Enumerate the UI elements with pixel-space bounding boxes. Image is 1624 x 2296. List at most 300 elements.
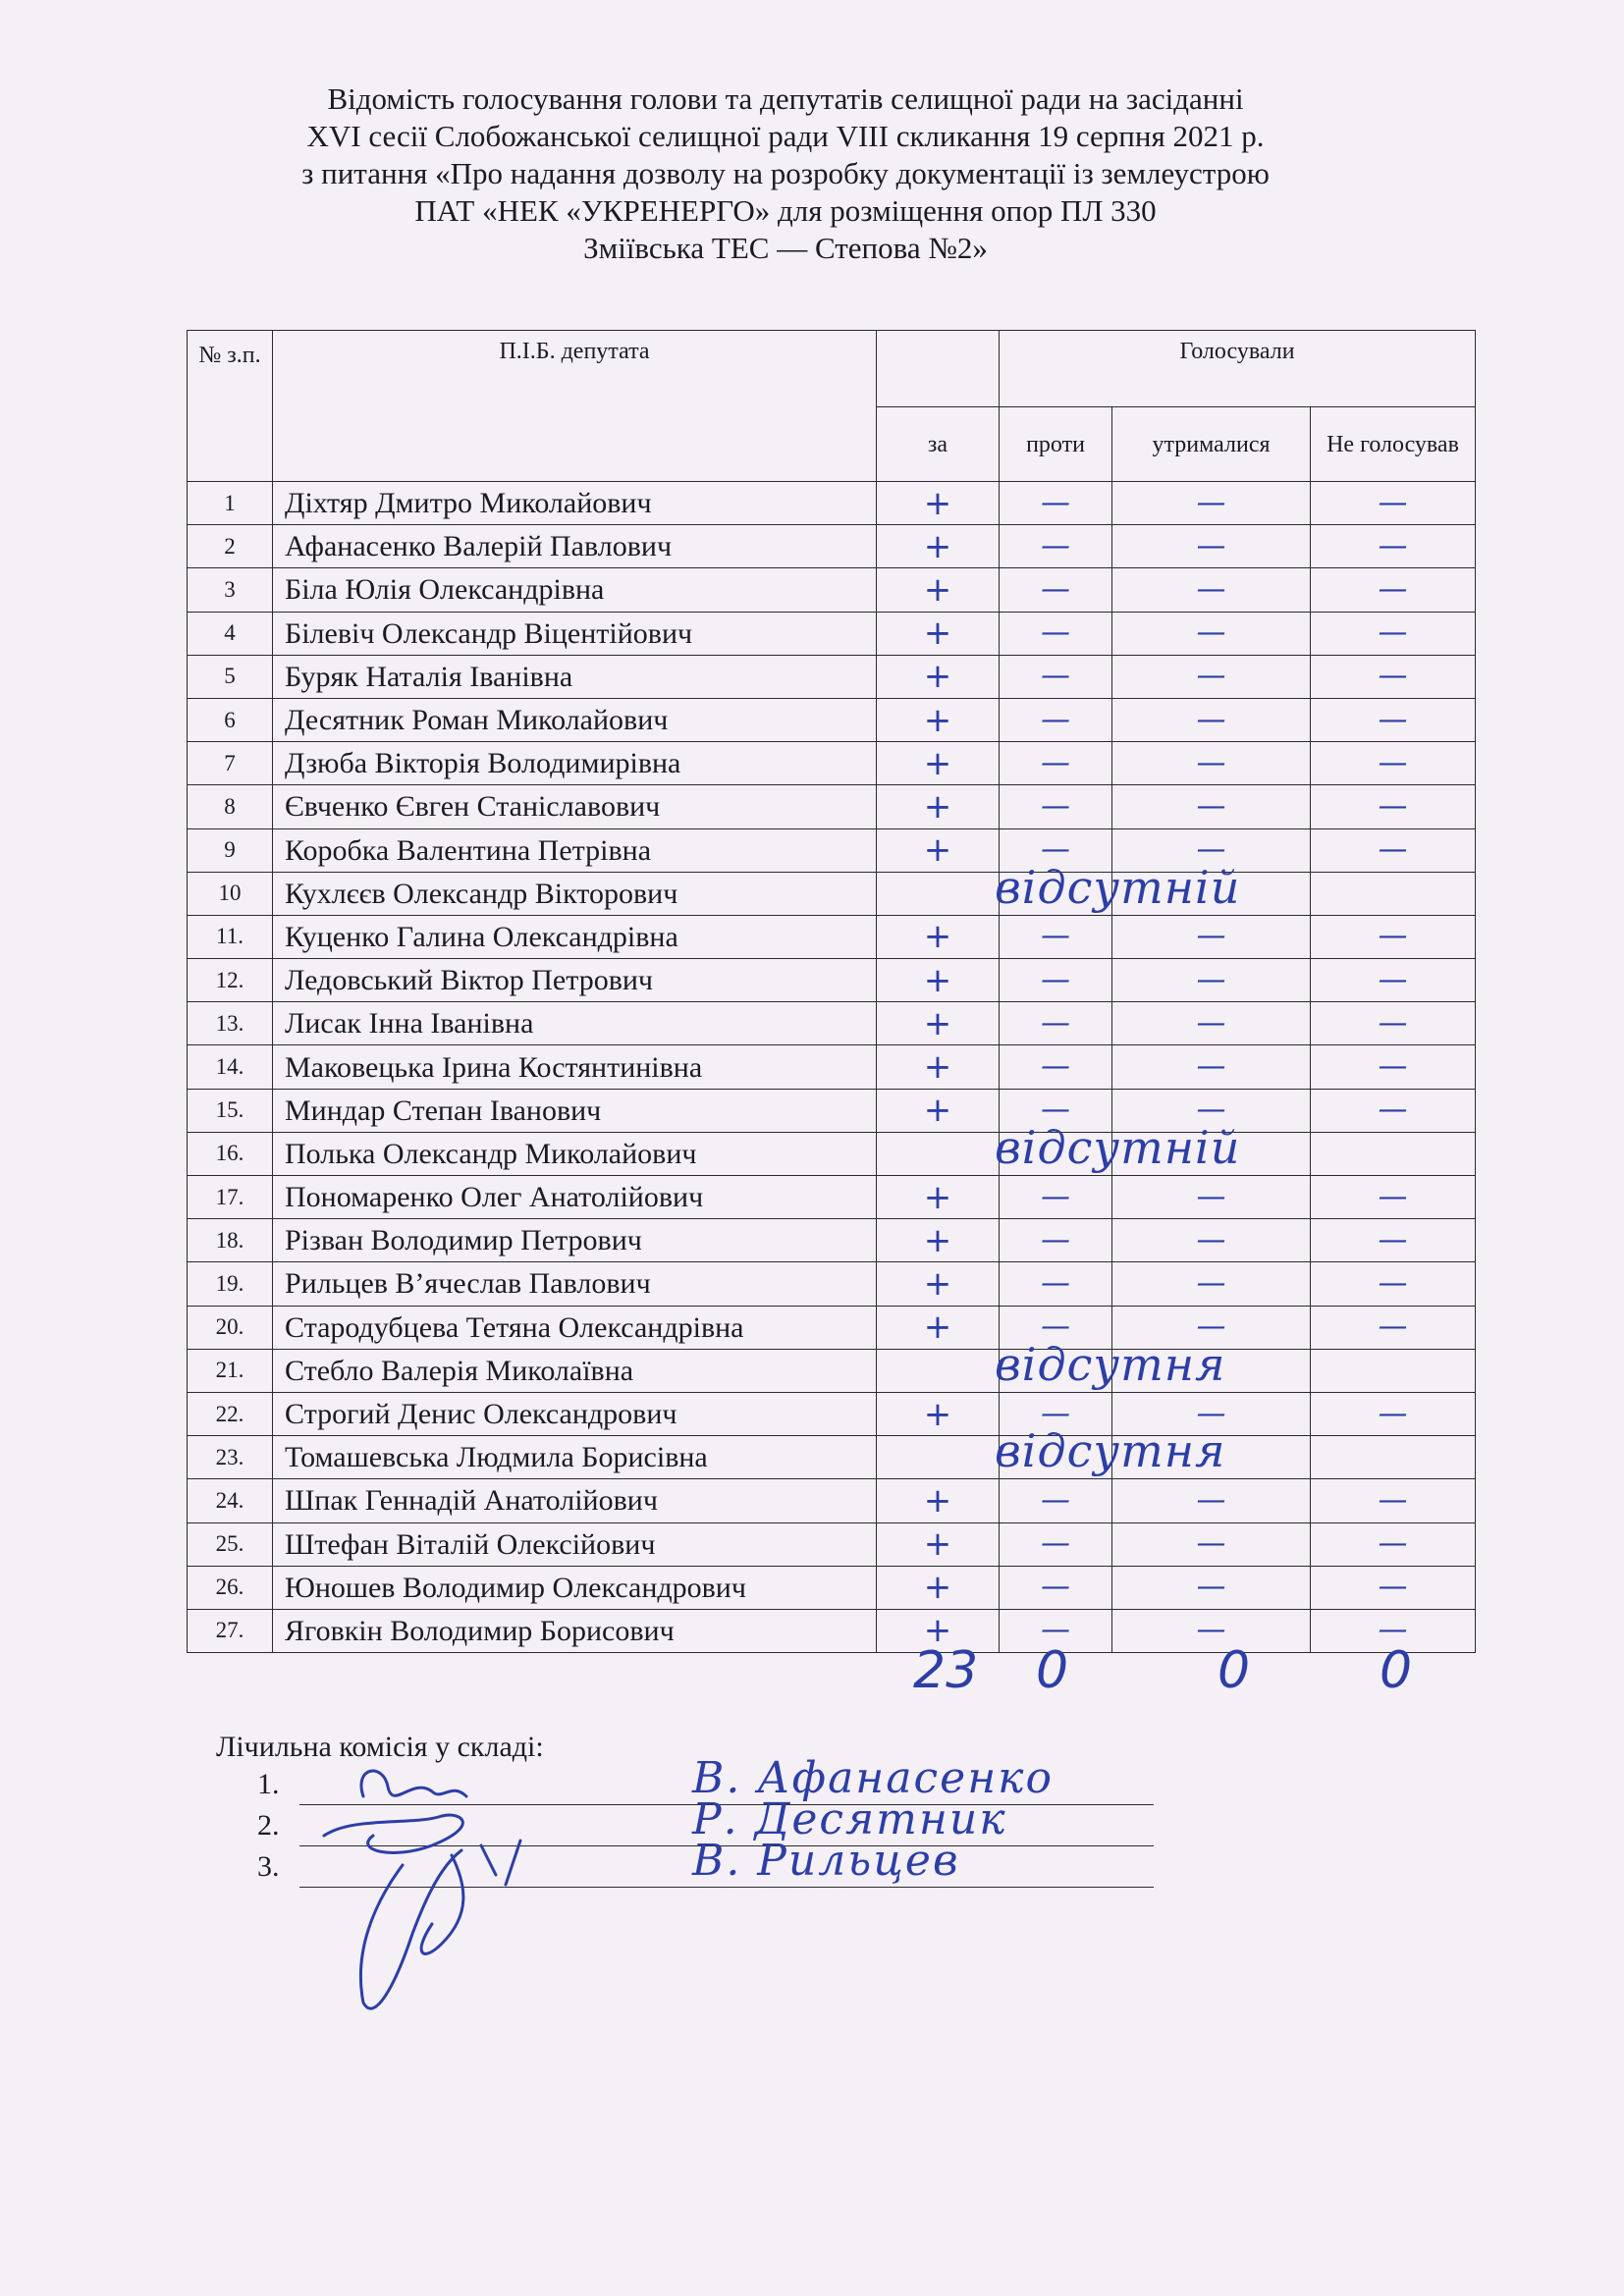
vote-dash-mark: — bbox=[1378, 919, 1408, 954]
deputy-name: Юношев Володимир Олександрович bbox=[273, 1566, 877, 1609]
absent-cell bbox=[877, 1337, 1226, 1392]
vote-ne-holosuvav-cell bbox=[1311, 482, 1476, 525]
vote-dash-mark: — bbox=[1378, 615, 1408, 651]
vote-ne-holosuvav-cell bbox=[1311, 742, 1476, 785]
vote-dash-mark: — bbox=[1196, 1570, 1226, 1605]
commission-member-3: В. Рильцев bbox=[692, 1836, 960, 1886]
table-row bbox=[188, 915, 1476, 958]
vote-ne-holosuvav-cell bbox=[1311, 1392, 1476, 1435]
vote-proty-cell bbox=[1000, 1262, 1112, 1306]
vote-dash-mark: — bbox=[1378, 1309, 1408, 1345]
vote-za-cell bbox=[877, 1262, 1000, 1306]
deputy-name: Стародубцева Тетяна Олександрівна bbox=[273, 1306, 877, 1349]
vote-ne-holosuvav-cell bbox=[1311, 1002, 1476, 1045]
row-number: 8 bbox=[188, 785, 273, 828]
vote-dash-mark: — bbox=[1378, 1049, 1408, 1085]
row-number: 26. bbox=[188, 1566, 273, 1609]
deputy-name: Афанасенко Валерій Павлович bbox=[273, 525, 877, 568]
vote-proty-cell bbox=[1000, 612, 1112, 655]
deputy-name: Томашевська Людмила Борисівна bbox=[273, 1436, 877, 1479]
vote-ne-holosuvav-cell bbox=[1311, 1566, 1476, 1609]
absent-note: відсутня bbox=[995, 1337, 1226, 1391]
table-row bbox=[188, 1349, 1476, 1392]
deputy-name: Рильцев В’ячеслав Павлович bbox=[273, 1262, 877, 1306]
table-row bbox=[188, 1002, 1476, 1045]
vote-dash-mark: — bbox=[1041, 1570, 1070, 1605]
vote-dash-mark: — bbox=[1378, 702, 1408, 737]
vote-za-cell bbox=[877, 1522, 1000, 1566]
header-voted: Голосували bbox=[1000, 331, 1476, 407]
vote-dash-mark: — bbox=[1196, 659, 1226, 694]
table-row bbox=[188, 1089, 1476, 1132]
vote-dash-mark: — bbox=[1041, 571, 1070, 607]
commission-num-1: 1. bbox=[257, 1768, 280, 1800]
row-number: 15. bbox=[188, 1089, 273, 1132]
vote-ne-holosuvav-cell bbox=[1311, 1522, 1476, 1566]
header-utrymalysia: утрималися bbox=[1112, 407, 1311, 482]
table-row bbox=[188, 568, 1476, 612]
empty-vote-cell bbox=[1112, 1132, 1311, 1175]
deputy-name: Коробка Валентина Петрівна bbox=[273, 828, 877, 872]
vote-ne-holosuvav-cell bbox=[1311, 1219, 1476, 1262]
vote-proty-cell bbox=[1000, 1522, 1112, 1566]
vote-proty-cell bbox=[1000, 1219, 1112, 1262]
header-num: № з.п. bbox=[188, 331, 273, 482]
table-row bbox=[188, 1522, 1476, 1566]
vote-za-cell bbox=[877, 1219, 1000, 1262]
vote-za-cell bbox=[877, 1002, 1000, 1045]
vote-za-cell bbox=[877, 828, 1000, 872]
vote-za-cell bbox=[877, 1045, 1000, 1089]
row-number: 6 bbox=[188, 698, 273, 741]
vote-za-cell bbox=[877, 612, 1000, 655]
vote-dash-mark: — bbox=[1378, 1179, 1408, 1214]
table-row bbox=[188, 1392, 1476, 1435]
vote-proty-cell bbox=[1000, 1045, 1112, 1089]
vote-proty-cell bbox=[1000, 1566, 1112, 1609]
deputy-name: Миндар Степан Іванович bbox=[273, 1089, 877, 1132]
vote-dash-mark: — bbox=[1378, 1265, 1408, 1301]
absent-cell bbox=[877, 1120, 1241, 1175]
vote-plus-mark: + bbox=[923, 743, 952, 783]
title-line-5: Зміївська ТЕС — Степова №2» bbox=[583, 231, 988, 265]
table-row bbox=[188, 1306, 1476, 1349]
vote-proty-cell bbox=[1000, 698, 1112, 741]
table-row bbox=[188, 482, 1476, 525]
vote-plus-mark: + bbox=[923, 960, 952, 1000]
table-row bbox=[188, 612, 1476, 655]
deputy-name: Кухлєєв Олександр Вікторович bbox=[273, 872, 877, 915]
voting-table-body bbox=[188, 482, 1476, 1653]
vote-utrymalysia-cell bbox=[1112, 1219, 1311, 1262]
title-line-1: Відомість голосування голови та депутатів селищної ради на засіданні bbox=[327, 81, 1244, 116]
vote-dash-mark: — bbox=[1041, 1005, 1070, 1041]
vote-utrymalysia-cell bbox=[1112, 1045, 1311, 1089]
deputy-name: Стебло Валерія Миколаївна bbox=[273, 1349, 877, 1392]
vote-dash-mark: — bbox=[1041, 1613, 1070, 1648]
vote-plus-mark: + bbox=[923, 917, 952, 957]
table-row bbox=[188, 959, 1476, 1002]
vote-dash-mark: — bbox=[1196, 1179, 1226, 1214]
vote-dash-mark: — bbox=[1196, 1093, 1226, 1128]
voting-table bbox=[187, 330, 1476, 1653]
vote-plus-mark: + bbox=[923, 1394, 952, 1434]
vote-utrymalysia-cell bbox=[1112, 785, 1311, 828]
vote-dash-mark: — bbox=[1041, 1179, 1070, 1214]
vote-dash-mark: — bbox=[1378, 788, 1408, 824]
vote-dash-mark: — bbox=[1196, 615, 1226, 651]
vote-za-cell bbox=[877, 1566, 1000, 1609]
vote-dash-mark: — bbox=[1196, 962, 1226, 997]
commission-num-2: 2. bbox=[257, 1809, 280, 1842]
vote-dash-mark: — bbox=[1041, 745, 1070, 780]
table-row bbox=[188, 1045, 1476, 1089]
vote-dash-mark: — bbox=[1196, 1482, 1226, 1518]
title-line-4: ПАТ «НЕК «УКРЕНЕРГО» для розміщення опор ПЛ 330 bbox=[414, 193, 1157, 228]
vote-dash-mark: — bbox=[1041, 919, 1070, 954]
row-number: 12. bbox=[188, 959, 273, 1002]
empty-vote-cell bbox=[1311, 872, 1476, 915]
vote-dash-mark: — bbox=[1378, 832, 1408, 868]
vote-utrymalysia-cell bbox=[1112, 915, 1311, 958]
vote-dash-mark: — bbox=[1196, 702, 1226, 737]
deputy-name: Строгий Денис Олександрович bbox=[273, 1392, 877, 1435]
vote-proty-cell bbox=[1000, 655, 1112, 698]
total-proty: 0 bbox=[1036, 1641, 1069, 1700]
vote-dash-mark: — bbox=[1378, 1005, 1408, 1041]
vote-dash-mark: — bbox=[1196, 1396, 1226, 1431]
vote-za-cell bbox=[877, 698, 1000, 741]
title-line-2: XVI сесії Слобожанської селищної ради VIII скликання 19 серпня 2021 р. bbox=[306, 119, 1265, 153]
deputy-name: Лисак Інна Іванівна bbox=[273, 1002, 877, 1045]
absent-note: відсутня bbox=[995, 1424, 1226, 1478]
table-row bbox=[188, 1262, 1476, 1306]
vote-proty-cell bbox=[1000, 1176, 1112, 1219]
vote-plus-mark: + bbox=[923, 1568, 952, 1608]
vote-ne-holosuvav-cell bbox=[1311, 959, 1476, 1002]
vote-dash-mark: — bbox=[1378, 1396, 1408, 1431]
vote-utrymalysia-cell bbox=[1112, 698, 1311, 741]
absent-note: відсутній bbox=[995, 860, 1241, 914]
table-row bbox=[188, 828, 1476, 872]
absent-note: відсутній bbox=[995, 1120, 1241, 1174]
row-number: 18. bbox=[188, 1219, 273, 1262]
vote-proty-cell bbox=[1000, 959, 1112, 1002]
row-number: 23. bbox=[188, 1436, 273, 1479]
vote-utrymalysia-cell bbox=[1112, 568, 1311, 612]
vote-plus-mark: + bbox=[923, 1524, 952, 1565]
vote-dash-mark: — bbox=[1378, 528, 1408, 563]
deputy-name: Різван Володимир Петрович bbox=[273, 1219, 877, 1262]
vote-za-cell bbox=[877, 915, 1000, 958]
deputy-name: Діхтяр Дмитро Миколайович bbox=[273, 482, 877, 525]
vote-ne-holosuvav-cell bbox=[1311, 828, 1476, 872]
vote-dash-mark: — bbox=[1196, 1526, 1226, 1562]
vote-proty-cell bbox=[1000, 915, 1112, 958]
vote-plus-mark: + bbox=[923, 657, 952, 697]
commission-title: Лічильна комісія у складі: bbox=[216, 1731, 544, 1763]
row-number: 21. bbox=[188, 1349, 273, 1392]
row-number: 5 bbox=[188, 655, 273, 698]
vote-dash-mark: — bbox=[1041, 962, 1070, 997]
empty-vote-cell bbox=[1311, 1349, 1476, 1392]
vote-dash-mark: — bbox=[1041, 528, 1070, 563]
table-row bbox=[188, 1219, 1476, 1262]
vote-za-cell bbox=[877, 482, 1000, 525]
deputy-name: Десятник Роман Миколайович bbox=[273, 698, 877, 741]
table-row bbox=[188, 1479, 1476, 1522]
header-ne-holosuvav: Не голосував bbox=[1311, 407, 1476, 482]
vote-plus-mark: + bbox=[923, 1003, 952, 1043]
row-number: 24. bbox=[188, 1479, 273, 1522]
vote-dash-mark: — bbox=[1378, 1093, 1408, 1128]
deputy-name: Штефан Віталій Олексійович bbox=[273, 1522, 877, 1566]
row-number: 4 bbox=[188, 612, 273, 655]
vote-utrymalysia-cell bbox=[1112, 1522, 1311, 1566]
vote-plus-mark: + bbox=[923, 1480, 952, 1521]
vote-dash-mark: — bbox=[1041, 1222, 1070, 1257]
table-row bbox=[188, 1176, 1476, 1219]
commission-member-2: Р. Десятник bbox=[692, 1794, 1007, 1844]
header-proty: проти bbox=[1000, 407, 1112, 482]
vote-utrymalysia-cell bbox=[1112, 655, 1311, 698]
vote-dash-mark: — bbox=[1378, 745, 1408, 780]
vote-dash-mark: — bbox=[1041, 1396, 1070, 1431]
empty-vote-cell bbox=[1311, 1132, 1476, 1175]
vote-dash-mark: — bbox=[1378, 659, 1408, 694]
vote-dash-mark: — bbox=[1041, 702, 1070, 737]
empty-vote-cell bbox=[1000, 1132, 1112, 1175]
empty-vote-cell bbox=[1112, 872, 1311, 915]
table-row bbox=[188, 872, 1476, 915]
vote-dash-mark: — bbox=[1041, 788, 1070, 824]
vote-ne-holosuvav-cell bbox=[1311, 1176, 1476, 1219]
vote-utrymalysia-cell bbox=[1112, 1609, 1311, 1652]
header-blank bbox=[877, 331, 1000, 407]
vote-proty-cell bbox=[1000, 785, 1112, 828]
vote-za-cell bbox=[877, 525, 1000, 568]
vote-dash-mark: — bbox=[1041, 615, 1070, 651]
vote-dash-mark: — bbox=[1196, 1222, 1226, 1257]
vote-dash-mark: — bbox=[1041, 1049, 1070, 1085]
vote-za-cell bbox=[877, 1089, 1000, 1132]
vote-za-cell bbox=[877, 959, 1000, 1002]
vote-ne-holosuvav-cell bbox=[1311, 1306, 1476, 1349]
vote-dash-mark: — bbox=[1196, 1005, 1226, 1041]
total-za: 23 bbox=[913, 1641, 979, 1700]
total-utrymalysia: 0 bbox=[1218, 1641, 1251, 1700]
vote-dash-mark: — bbox=[1196, 528, 1226, 563]
vote-ne-holosuvav-cell bbox=[1311, 1045, 1476, 1089]
deputy-name: Білевіч Олександр Віцентійович bbox=[273, 612, 877, 655]
vote-proty-cell bbox=[1000, 525, 1112, 568]
row-number: 17. bbox=[188, 1176, 273, 1219]
vote-dash-mark: — bbox=[1041, 1482, 1070, 1518]
vote-ne-holosuvav-cell bbox=[1311, 1089, 1476, 1132]
vote-za-cell bbox=[877, 1392, 1000, 1435]
vote-proty-cell bbox=[1000, 568, 1112, 612]
empty-vote-cell bbox=[1112, 1436, 1311, 1479]
deputy-name: Євченко Євген Станіславович bbox=[273, 785, 877, 828]
vote-ne-holosuvav-cell bbox=[1311, 698, 1476, 741]
empty-vote-cell bbox=[1000, 1349, 1112, 1392]
row-number: 3 bbox=[188, 568, 273, 612]
vote-dash-mark: — bbox=[1196, 571, 1226, 607]
table-row bbox=[188, 1436, 1476, 1479]
vote-plus-mark: + bbox=[923, 1611, 952, 1651]
vote-utrymalysia-cell bbox=[1112, 1262, 1311, 1306]
commission-num-3: 3. bbox=[257, 1850, 280, 1883]
vote-dash-mark: — bbox=[1041, 832, 1070, 868]
vote-dash-mark: — bbox=[1041, 1526, 1070, 1562]
vote-dash-mark: — bbox=[1378, 1570, 1408, 1605]
vote-ne-holosuvav-cell bbox=[1311, 785, 1476, 828]
deputy-name: Куценко Галина Олександрівна bbox=[273, 915, 877, 958]
vote-plus-mark: + bbox=[923, 483, 952, 523]
vote-dash-mark: — bbox=[1196, 1309, 1226, 1345]
row-number: 16. bbox=[188, 1132, 273, 1175]
vote-utrymalysia-cell bbox=[1112, 525, 1311, 568]
document-title bbox=[147, 80, 1424, 267]
vote-ne-holosuvav-cell bbox=[1311, 568, 1476, 612]
table-row bbox=[188, 1132, 1476, 1175]
deputy-name: Яговкін Володимир Борисович bbox=[273, 1609, 877, 1652]
table-row bbox=[188, 525, 1476, 568]
vote-proty-cell bbox=[1000, 1479, 1112, 1522]
row-number: 19. bbox=[188, 1262, 273, 1306]
vote-za-cell bbox=[877, 1176, 1000, 1219]
header-za: за bbox=[877, 407, 1000, 482]
vote-proty-cell bbox=[1000, 1002, 1112, 1045]
vote-ne-holosuvav-cell bbox=[1311, 612, 1476, 655]
vote-dash-mark: — bbox=[1041, 1093, 1070, 1128]
vote-za-cell bbox=[877, 1306, 1000, 1349]
row-number: 14. bbox=[188, 1045, 273, 1089]
vote-dash-mark: — bbox=[1196, 919, 1226, 954]
table-row bbox=[188, 655, 1476, 698]
vote-dash-mark: — bbox=[1041, 1309, 1070, 1345]
empty-vote-cell bbox=[1000, 872, 1112, 915]
vote-ne-holosuvav-cell bbox=[1311, 1262, 1476, 1306]
vote-plus-mark: + bbox=[923, 1263, 952, 1304]
deputy-name: Ледовський Віктор Петрович bbox=[273, 959, 877, 1002]
absent-cell bbox=[877, 860, 1241, 915]
vote-utrymalysia-cell bbox=[1112, 1002, 1311, 1045]
header-name: П.І.Б. депутата bbox=[273, 331, 877, 482]
row-number: 20. bbox=[188, 1306, 273, 1349]
vote-utrymalysia-cell bbox=[1112, 612, 1311, 655]
vote-utrymalysia-cell bbox=[1112, 482, 1311, 525]
row-number: 11. bbox=[188, 915, 273, 958]
vote-dash-mark: — bbox=[1041, 1265, 1070, 1301]
vote-plus-mark: + bbox=[923, 700, 952, 740]
vote-plus-mark: + bbox=[923, 1047, 952, 1088]
vote-utrymalysia-cell bbox=[1112, 1176, 1311, 1219]
vote-ne-holosuvav-cell bbox=[1311, 655, 1476, 698]
row-number: 22. bbox=[188, 1392, 273, 1435]
table-row bbox=[188, 1609, 1476, 1652]
vote-za-cell bbox=[877, 742, 1000, 785]
vote-dash-mark: — bbox=[1196, 1613, 1226, 1648]
deputy-name: Маковецька Ірина Костянтинівна bbox=[273, 1045, 877, 1089]
deputy-name: Дзюба Вікторія Володимирівна bbox=[273, 742, 877, 785]
title-line-3: з питання «Про надання дозволу на розробку документації із землеустрою bbox=[301, 156, 1270, 190]
vote-proty-cell bbox=[1000, 742, 1112, 785]
vote-dash-mark: — bbox=[1378, 485, 1408, 520]
vote-utrymalysia-cell bbox=[1112, 742, 1311, 785]
vote-plus-mark: + bbox=[923, 569, 952, 610]
vote-ne-holosuvav-cell bbox=[1311, 1479, 1476, 1522]
empty-vote-cell bbox=[1311, 1436, 1476, 1479]
row-number: 1 bbox=[188, 482, 273, 525]
vote-ne-holosuvav-cell bbox=[1311, 525, 1476, 568]
vote-plus-mark: + bbox=[923, 1177, 952, 1217]
vote-dash-mark: — bbox=[1378, 962, 1408, 997]
vote-utrymalysia-cell bbox=[1112, 959, 1311, 1002]
row-number: 13. bbox=[188, 1002, 273, 1045]
vote-dash-mark: — bbox=[1378, 1613, 1408, 1648]
row-number: 9 bbox=[188, 828, 273, 872]
vote-plus-mark: + bbox=[923, 830, 952, 871]
vote-za-cell bbox=[877, 655, 1000, 698]
absent-cell bbox=[877, 1424, 1226, 1479]
row-number: 10 bbox=[188, 872, 273, 915]
table-row bbox=[188, 698, 1476, 741]
vote-dash-mark: — bbox=[1196, 745, 1226, 780]
vote-dash-mark: — bbox=[1196, 485, 1226, 520]
vote-ne-holosuvav-cell bbox=[1311, 915, 1476, 958]
vote-dash-mark: — bbox=[1378, 1526, 1408, 1562]
vote-dash-mark: — bbox=[1378, 1222, 1408, 1257]
vote-plus-mark: + bbox=[923, 1091, 952, 1131]
deputy-name: Біла Юлія Олександрівна bbox=[273, 568, 877, 612]
total-ne-holosuvav: 0 bbox=[1380, 1641, 1413, 1700]
vote-za-cell bbox=[877, 568, 1000, 612]
vote-dash-mark: — bbox=[1378, 571, 1408, 607]
vote-dash-mark: — bbox=[1196, 1265, 1226, 1301]
vote-plus-mark: + bbox=[923, 1308, 952, 1348]
table-row bbox=[188, 785, 1476, 828]
vote-dash-mark: — bbox=[1041, 659, 1070, 694]
deputy-name: Шпак Геннадій Анатолійович bbox=[273, 1479, 877, 1522]
vote-plus-mark: + bbox=[923, 786, 952, 827]
deputy-name: Буряк Наталія Іванівна bbox=[273, 655, 877, 698]
handwritten-signatures bbox=[295, 1757, 609, 2032]
commission-member-1: В. Афанасенко bbox=[692, 1753, 1054, 1803]
row-number: 27. bbox=[188, 1609, 273, 1652]
row-number: 7 bbox=[188, 742, 273, 785]
vote-proty-cell bbox=[1000, 482, 1112, 525]
vote-dash-mark: — bbox=[1196, 832, 1226, 868]
vote-za-cell bbox=[877, 785, 1000, 828]
row-number: 2 bbox=[188, 525, 273, 568]
vote-za-cell bbox=[877, 1479, 1000, 1522]
table-row bbox=[188, 742, 1476, 785]
vote-dash-mark: — bbox=[1041, 485, 1070, 520]
deputy-name: Полька Олександр Миколайович bbox=[273, 1132, 877, 1175]
table-row bbox=[188, 1566, 1476, 1609]
vote-dash-mark: — bbox=[1196, 788, 1226, 824]
empty-vote-cell bbox=[1112, 1349, 1311, 1392]
vote-plus-mark: + bbox=[923, 526, 952, 566]
empty-vote-cell bbox=[1000, 1436, 1112, 1479]
vote-plus-mark: + bbox=[923, 614, 952, 654]
deputy-name: Пономаренко Олег Анатолійович bbox=[273, 1176, 877, 1219]
vote-plus-mark: + bbox=[923, 1220, 952, 1260]
row-number: 25. bbox=[188, 1522, 273, 1566]
vote-utrymalysia-cell bbox=[1112, 1479, 1311, 1522]
vote-dash-mark: — bbox=[1378, 1482, 1408, 1518]
